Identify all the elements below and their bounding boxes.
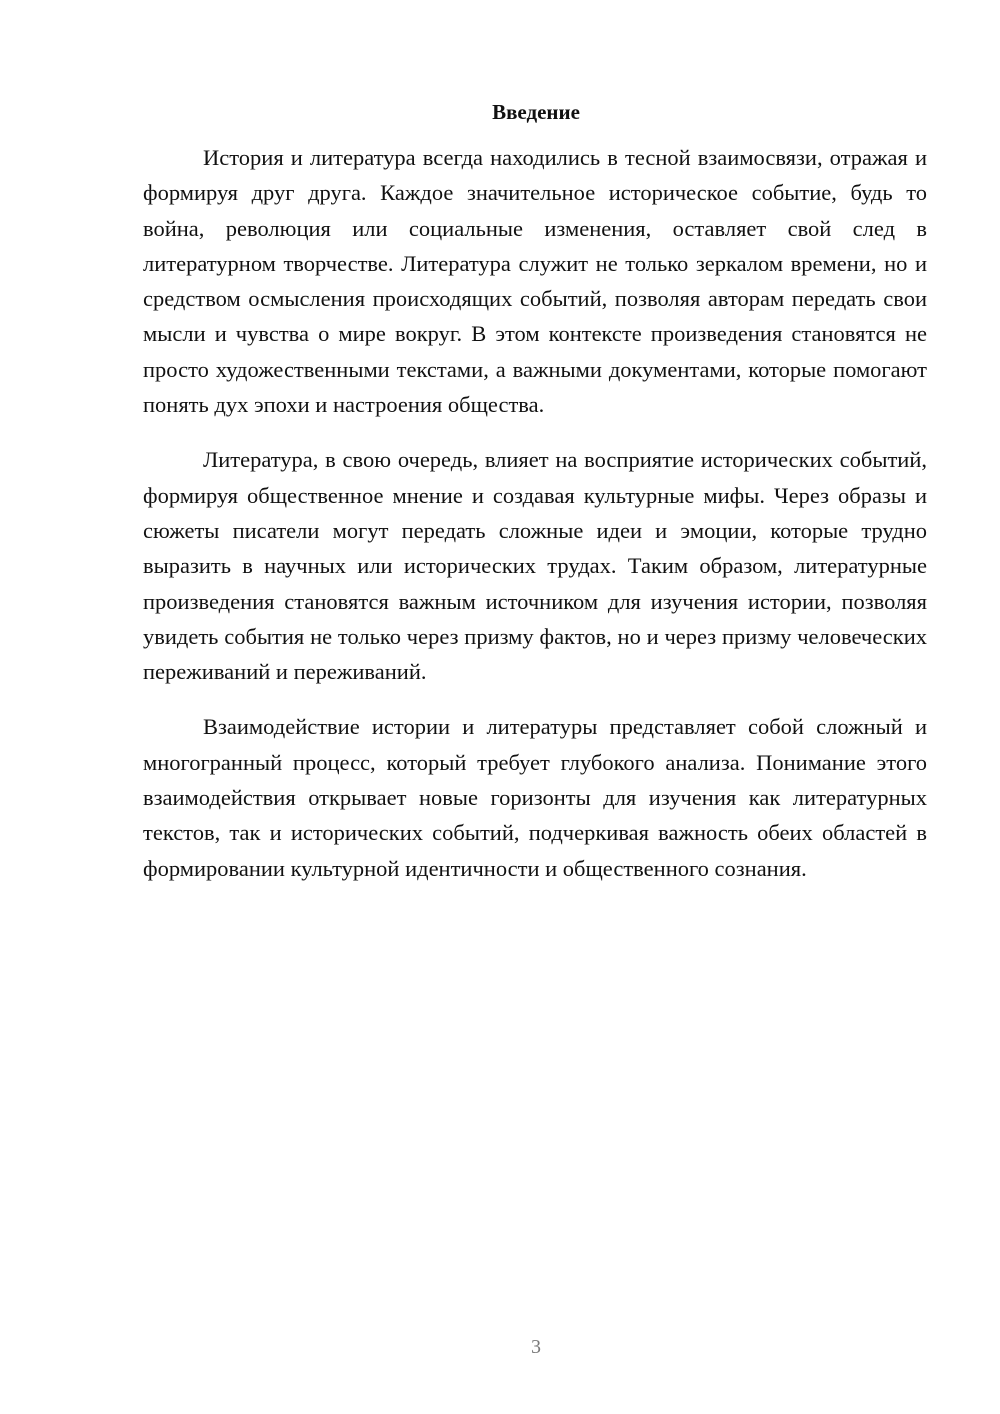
page-number: 3 [531,1336,541,1358]
paragraph-2: Литература, в свою очередь, влияет на восприятие исторических событий, формируя общественное мнение и создавая культурные мифы. Через образы и сюжеты писатели могут передать сложные идеи и эмоции, которые трудно выразить в научных или исторических трудах. Таким образом, литературные произведения становятся важным источником для изучения истории, позволяя увидеть события не только через призму фактов, но и через призму человеческих переживаний и переживаний. [143,447,927,685]
paragraph-3: Взаимодействие истории и литературы представляет собой сложный и многогранный процесс, который требует глубокого анализа. Понимание этого взаимодействия открывает новые горизонты для изучения как литературных текстов, так и исторических событий, подчеркивая важность обеих областей в формировании культурной идентичности и общественного сознания. [143,714,927,881]
section-title: Введение [492,100,580,124]
paragraph-1: История и литература всегда находились в тесной взаимосвязи, отражая и формируя друг друга. Каждое значительное историческое событие, будь то война, революция или социальные изменения, оставляет свой след в литературном творчестве. Литература служит не только зеркалом времени, но и средством осмысления происходящих событий, позволяя авторам передать свои мысли и чувства о мире вокруг. В этом контексте произведения становятся не просто художественными текстами, а важными документами, которые помогают понять дух эпохи и настроения общества. [143,145,927,418]
document-body [143,140,927,886]
